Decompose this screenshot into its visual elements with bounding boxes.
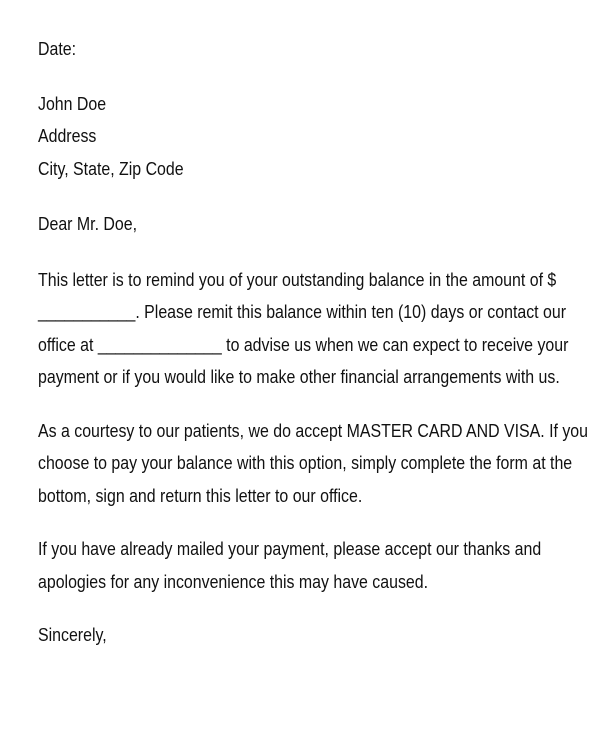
paragraph-line: choose to pay your balance with this option, simply complete the form at the — [38, 452, 573, 473]
paragraph-payment-options — [38, 415, 589, 513]
paragraph-thanks — [38, 533, 578, 598]
recipient-name: John Doe — [38, 92, 107, 114]
paragraph-line: bottom, sign and return this letter to our office. — [38, 484, 363, 506]
closing: Sincerely, — [38, 624, 107, 645]
spacer — [38, 394, 578, 415]
paragraph-line: As a courtesy to our patients, we do accept MASTER CARD AND VISA. If you — [38, 419, 589, 441]
paragraph-line: apologies for any inconvenience this may have caused. — [38, 570, 429, 592]
recipient-address: Address — [38, 125, 97, 146]
spacer — [38, 185, 578, 208]
paragraph-line: This letter is to remind you of your outstanding balance in the amount of $ — [38, 268, 557, 290]
spacer — [38, 241, 578, 264]
salutation: Dear Mr. Doe, — [38, 213, 138, 234]
spacer — [38, 598, 578, 619]
paragraph-line: If you have already mailed your payment, please accept our thanks and — [38, 538, 542, 559]
paragraph-reminder — [38, 264, 578, 394]
letter-document — [38, 33, 589, 652]
date-line: Date: — [38, 38, 77, 59]
recipient-city-state-zip: City, State, Zip Code — [38, 157, 184, 179]
recipient-block — [38, 88, 578, 186]
paragraph-line: office at ______________ to advise us when we can expect to receive your — [38, 333, 569, 355]
paragraph-line: ___________. Please remit this balance within ten (10) days or contact our — [38, 301, 566, 322]
spacer — [38, 512, 578, 533]
spacer — [38, 66, 578, 88]
paragraph-line: payment or if you would like to make other financial arrangements with us. — [38, 366, 560, 387]
